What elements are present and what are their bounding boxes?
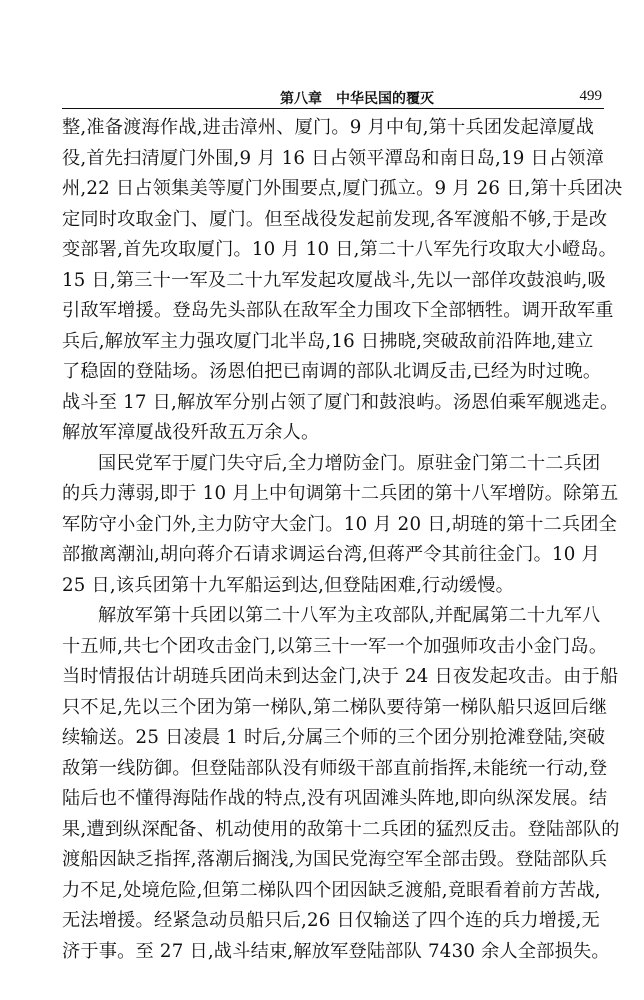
text-line: 解放军第十兵团以第二十八军为主攻部队,并配属第二十九军八 <box>98 605 601 626</box>
text-line: 济于事。至 27 日,战斗结束,解放军登陆部队 7430 余人全部损失。 <box>62 940 610 962</box>
text-line: 引敌军增援。登岛先头部队在敌军全力围攻下全部牺牲。调开敌军重 <box>62 300 614 321</box>
text-line: 部撤离潮汕,胡向蒋介石请求调运台湾,但蒋严令其前往金门。10 月 <box>62 544 600 565</box>
text-line: 15 日,第三十一军及二十九军发起攻厦战斗,先以一部佯攻鼓浪屿,吸 <box>62 269 606 291</box>
text-line: 战斗至 17 日,解放军分别占领了厦门和鼓浪屿。汤恩伯乘军舰逃走。 <box>62 391 619 413</box>
running-header <box>62 88 602 110</box>
text-line: 军防守小金门外,主力防守大金门。10 月 20 日,胡琏的第十二兵团全 <box>62 513 618 535</box>
text-line: 定同时攻取金门、厦门。但至战役发起前发现,各军渡船不够,于是改 <box>62 208 608 230</box>
text-line: 果,遭到纵深配备、机动使用的敌第十二兵团的猛烈反击。登陆部队的 <box>62 818 620 840</box>
text-line: 十五师,共七个团攻击金门,以第三十一军一个加强师攻击小金门岛。 <box>62 635 608 657</box>
paragraph-1 <box>62 113 623 449</box>
text-line: 变部署,首先攻取厦门。10 月 10 日,第二十八军先行攻取大小嶝岛。 <box>62 239 618 260</box>
header-rule <box>62 108 604 109</box>
text-line: 的兵力薄弱,即于 10 月上中旬调第十二兵团的第十八军增防。除第五 <box>62 483 619 504</box>
text-line: 整,准备渡海作战,进击漳州、厦门。9 月中旬,第十兵团发起漳厦战 <box>62 117 595 138</box>
paragraph-3 <box>62 601 620 967</box>
text-line: 国民党军于厦门失守后,全力增防金门。原驻金门第二十二兵团 <box>98 452 601 474</box>
text-line: 解放军漳厦战役歼敌五万余人。 <box>62 422 320 443</box>
text-line: 了稳固的登陆场。汤恩伯把已南调的部队北调反击,已经为时过晚。 <box>62 361 602 382</box>
text-line: 兵后,解放军主力强攻厦门北半岛,16 日拂晓,突破敌前沿阵地,建立 <box>62 330 594 352</box>
body-text <box>62 113 623 967</box>
text-line: 渡船因缺乏指挥,落潮后搁浅,为国民党海空军全部击毁。登陆部队兵 <box>62 849 608 870</box>
page-number: 499 <box>579 88 602 104</box>
text-line: 州,22 日占领集美等厦门外围要点,厦门孤立。9 月 26 日,第十兵团决 <box>62 178 623 199</box>
text-line: 续输送。25 日凌晨 1 时后,分属三个师的三个团分别抢滩登陆,突破 <box>62 727 606 748</box>
text-line: 役,首先扫清厦门外围,9 月 16 日占领平潭岛和南日岛,19 日占领漳 <box>62 147 605 169</box>
text-line: 陆后也不懂得海陆作战的特点,没有巩固滩头阵地,即向纵深发展。结 <box>62 788 608 809</box>
chapter-title: 第八章 中华民国的覆灭 <box>280 91 434 107</box>
paragraph-2 <box>62 449 619 602</box>
text-line: 25 日,该兵团第十九军船运到达,但登陆困难,行动缓慢。 <box>62 574 514 596</box>
text-line: 力不足,处境危险,但第二梯队四个团因缺乏渡船,竟眼看着前方苦战, <box>62 879 601 901</box>
text-line: 敌第一线防御。但登陆部队没有师级干部直前指挥,未能统一行动,登 <box>62 757 608 779</box>
text-line: 当时情报估计胡琏兵团尚未到达金门,决于 24 日夜发起攻击。由于船 <box>62 666 619 687</box>
text-line: 只不足,先以三个团为第一梯队,第二梯队要待第一梯队船只返回后继 <box>62 696 608 718</box>
text-line: 无法增援。经紧急动员船只后,26 日仅输送了四个连的兵力增援,无 <box>62 910 600 931</box>
